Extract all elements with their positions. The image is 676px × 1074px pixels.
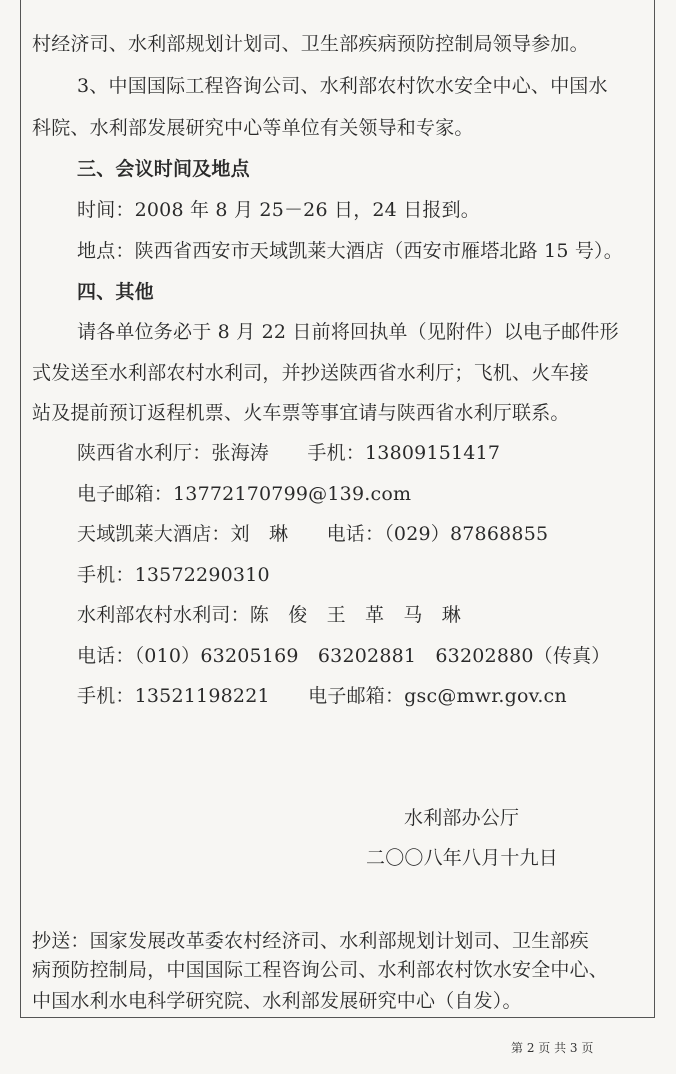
cc-line-1: 抄送：国家发展改革委农村经济司、水利部规划计划司、卫生部疾 xyxy=(32,930,589,952)
contact-ministry: 水利部农村水利司：陈 俊 王 革 马 琳 xyxy=(77,604,462,626)
page-frame xyxy=(20,0,655,1018)
meeting-time: 时间：2008 年 8 月 25－26 日，24 日报到。 xyxy=(77,199,481,221)
contact-hotel-mobile: 手机：13572290310 xyxy=(77,564,270,586)
contact-shaanxi: 陕西省水利厅：张海涛 手机：13809151417 xyxy=(77,442,501,464)
contact-hotel: 天域凯莱大酒店：刘 琳 电话：（029）87868855 xyxy=(77,523,549,545)
meeting-place: 地点：陕西省西安市天域凯莱大酒店（西安市雁塔北路 15 号）。 xyxy=(77,240,623,262)
cc-line-3: 中国水利水电科学研究院、水利部发展研究中心（自发）。 xyxy=(32,990,522,1012)
other-line-1: 请各单位务必于 8 月 22 日前将回执单（见附件）以电子邮件形 xyxy=(77,321,619,343)
body-line-2: 3、中国国际工程咨询公司、水利部农村饮水安全中心、中国水 xyxy=(77,75,608,97)
body-line-3: 科院、水利部发展研究中心等单位有关领导和专家。 xyxy=(32,117,474,139)
section-heading-time-place: 三、会议时间及地点 xyxy=(77,158,250,180)
contact-ministry-phone: 电话：（010）63205169 63202881 63202880（传真） xyxy=(77,645,611,667)
signature-office: 水利部办公厅 xyxy=(404,807,520,829)
contact-email-1: 电子邮箱：13772170799@139.com xyxy=(77,483,412,505)
other-line-3: 站及提前预订返程机票、火车票等事宜请与陕西省水利厅联系。 xyxy=(32,402,570,424)
cc-line-2: 病预防控制局，中国国际工程咨询公司、水利部农村饮水安全中心、 xyxy=(32,959,609,981)
signature-date: 二〇〇八年八月十九日 xyxy=(366,847,559,869)
other-line-2: 式发送至水利部农村水利司，并抄送陕西省水利厅；飞机、火车接 xyxy=(32,362,589,384)
section-heading-other: 四、其他 xyxy=(77,281,154,303)
page-number: 第 2 页 共 3 页 xyxy=(511,1041,594,1055)
contact-ministry-mobile: 手机：13521198221 电子邮箱：gsc@mwr.gov.cn xyxy=(77,685,567,707)
body-line-1: 村经济司、水利部规划计划司、卫生部疾病预防控制局领导参加。 xyxy=(32,33,589,55)
